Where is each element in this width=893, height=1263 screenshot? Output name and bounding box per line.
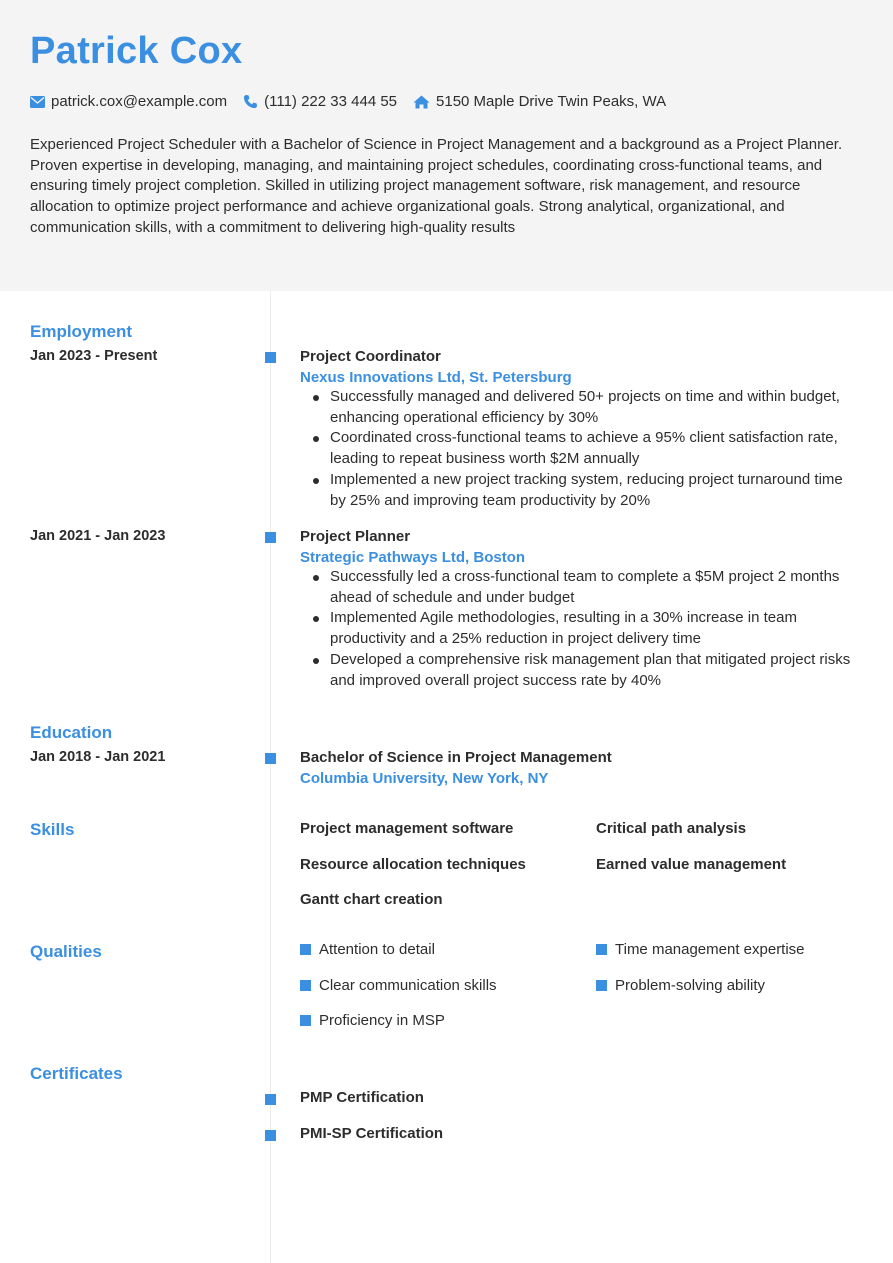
envelope-icon [30, 96, 45, 108]
job-company: Nexus Innovations Ltd, St. Petersburg [300, 369, 572, 386]
quality-item [300, 977, 497, 994]
contact-address [413, 93, 666, 110]
achievement-item: Successfully led a cross-functional team to complete a $5M project 2 months ahead of schedule and under budget [300, 567, 860, 608]
timeline-marker [265, 352, 276, 363]
contact-email[interactable] [30, 93, 227, 110]
achievement-item: Developed a comprehensive risk management plan that mitigated project risks and improved overall project success rate by 40% [300, 650, 860, 691]
job-dates: Jan 2021 - Jan 2023 [30, 528, 166, 544]
contact-info [30, 93, 682, 110]
quality-item [596, 977, 765, 994]
quality-label: Attention to detail [319, 941, 435, 958]
quality-label: Proficiency in MSP [319, 1012, 445, 1029]
address-text: 5150 Maple Drive Twin Peaks, WA [436, 93, 667, 110]
job-title: Project Coordinator [300, 348, 441, 365]
square-bullet-icon [596, 944, 607, 955]
skill-item: Earned value management [596, 856, 787, 873]
candidate-name: Patrick Cox [30, 30, 243, 72]
certificate-item: PMI-SP Certification [300, 1125, 444, 1142]
achievement-item: Implemented Agile methodologies, resulting in a 30% increase in team productivity and a 25% reduction in project delivery time [300, 608, 860, 649]
education-dates: Jan 2018 - Jan 2021 [30, 749, 166, 765]
quality-item [300, 941, 435, 958]
quality-label: Clear communication skills [319, 977, 497, 994]
timeline-marker [265, 1130, 276, 1141]
home-icon [413, 95, 430, 109]
job-achievements [300, 387, 860, 511]
skill-item: Project management software [300, 820, 514, 837]
phone-text: (111) 222 33 444 55 [264, 93, 398, 110]
employment-heading: Employment [30, 322, 133, 341]
certificates-heading: Certificates [30, 1064, 123, 1083]
skill-item: Resource allocation techniques [300, 856, 526, 873]
timeline-divider [270, 291, 271, 1263]
job-title: Project Planner [300, 528, 411, 545]
achievement-item: Successfully managed and delivered 50+ projects on time and within budget, enhancing operational efficiency by 30% [300, 387, 860, 428]
square-bullet-icon [596, 980, 607, 991]
job-company: Strategic Pathways Ltd, Boston [300, 549, 526, 566]
qualities-heading: Qualities [30, 942, 102, 961]
contact-phone[interactable] [243, 93, 397, 110]
job-dates: Jan 2023 - Present [30, 348, 158, 364]
email-text: patrick.cox@example.com [51, 93, 228, 110]
quality-item [300, 1012, 445, 1029]
timeline-marker [265, 753, 276, 764]
achievement-item: Coordinated cross-functional teams to achieve a 95% client satisfaction rate, leading to repeat business worth $2M annually [300, 428, 860, 469]
header [0, 0, 893, 291]
square-bullet-icon [300, 944, 311, 955]
education-heading: Education [30, 723, 113, 742]
quality-item [596, 941, 805, 958]
skill-item: Gantt chart creation [300, 891, 443, 908]
degree-title: Bachelor of Science in Project Management [300, 749, 612, 766]
job-achievements [300, 567, 860, 691]
school-name: Columbia University, New York, NY [300, 770, 549, 787]
quality-label: Problem-solving ability [615, 977, 766, 994]
square-bullet-icon [300, 1015, 311, 1026]
skill-item: Critical path analysis [596, 820, 747, 837]
quality-label: Time management expertise [615, 941, 805, 958]
timeline-marker [265, 532, 276, 543]
square-bullet-icon [300, 980, 311, 991]
timeline-marker [265, 1094, 276, 1105]
certificate-item: PMP Certification [300, 1089, 424, 1106]
skills-heading: Skills [30, 820, 75, 839]
profile-summary: Experienced Project Scheduler with a Bachelor of Science in Project Management and a background as a Project Planner. Proven expertise in developing, managing, and maintaining project schedules, coordinating cross-functional teams, and ensuring timely project completion. Skilled in utilizing project management software, risk management, and resource allocation to optimize project performance and achieve organizational goals. Strong analytical, organizational, and communication skills, with a commitment to delivering high-quality results [30, 136, 843, 236]
phone-icon [243, 94, 258, 109]
achievement-item: Implemented a new project tracking system, reducing project turnaround time by 25% and improving team productivity by 20% [300, 470, 860, 511]
